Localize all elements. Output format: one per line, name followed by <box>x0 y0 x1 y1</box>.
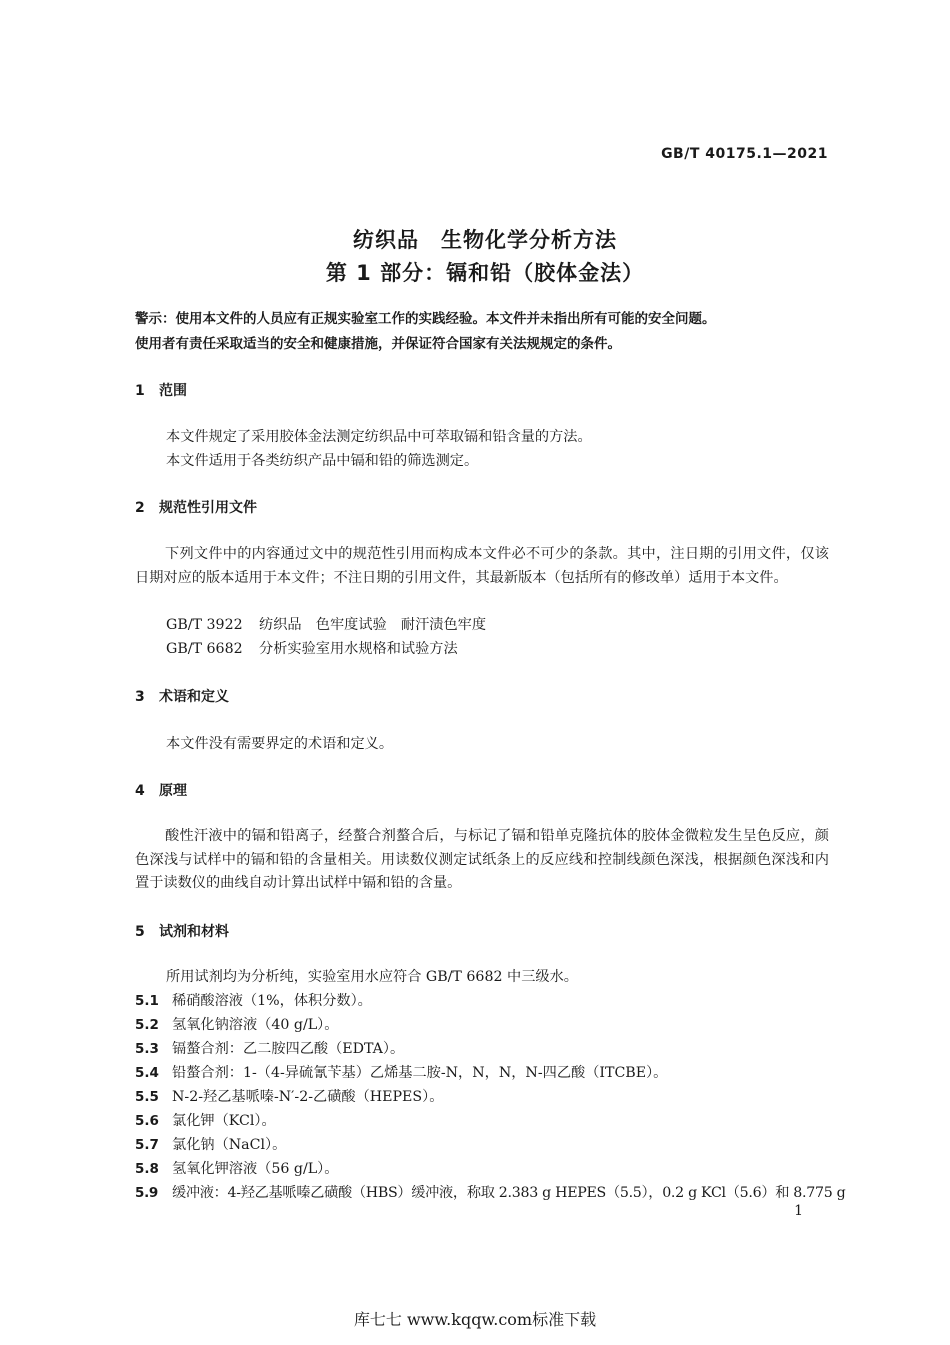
paragraph: 本文件规定了采用胶体金法测定纺织品中可萃取镉和铅含量的方法。 <box>166 429 592 445</box>
item-number: 5.7 <box>135 1137 159 1153</box>
reference-code: GB/T 3922 <box>166 617 243 633</box>
item-text: 氢氧化钾溶液（56 g/L）。 <box>172 1161 339 1177</box>
paragraph: 下列文件中的内容通过文中的规范性引用而构成本文件必不可少的条款。其中，注日期的引用文件，仅该日期对应的版本适用于本文件；不注日期的引用文件，其最新版本（包括所有的修改单）适用于本文件。 <box>135 546 829 586</box>
section-number: 5 <box>135 924 145 940</box>
section-title: 术语和定义 <box>159 689 229 705</box>
item-number: 5.6 <box>135 1113 159 1129</box>
list-item <box>135 1062 667 1082</box>
section-title: 范围 <box>159 383 187 399</box>
item-text: 铅螯合剂：1-（4-异硫氰苄基）乙烯基二胺-N，N，N，N-四乙酸（ITCBE）。 <box>172 1065 668 1081</box>
section-number: 3 <box>135 689 145 705</box>
item-text: 氯化钠（NaCl）。 <box>172 1137 287 1153</box>
footer-link[interactable]: 库七七 www.kqqw.com标准下载 <box>353 1310 597 1329</box>
reference-title: 分析实验室用水规格和试验方法 <box>259 641 458 657</box>
list-item <box>135 1158 338 1178</box>
section-title: 规范性引用文件 <box>159 500 257 516</box>
document-title: 纺织品 生物化学分析方法 <box>353 228 617 252</box>
item-number: 5.8 <box>135 1161 159 1177</box>
item-text: 氯化钾（KCl）。 <box>172 1113 276 1129</box>
section-heading-2 <box>135 497 257 517</box>
section-heading-5 <box>135 921 229 941</box>
section-number: 1 <box>135 383 145 399</box>
standard-number: GB/T 40175.1—2021 <box>661 146 828 162</box>
paragraph: 所用试剂均为分析纯，实验室用水应符合 GB/T 6682 中三级水。 <box>166 969 578 985</box>
reference-code: GB/T 6682 <box>166 641 243 657</box>
paragraph: 本文件适用于各类纺织产品中镉和铅的筛选测定。 <box>166 453 479 469</box>
item-number: 5.2 <box>135 1017 159 1033</box>
list-item <box>135 990 372 1010</box>
page-number: 1 <box>794 1203 803 1219</box>
section-heading-4 <box>135 780 187 800</box>
item-number: 5.3 <box>135 1041 159 1057</box>
item-text: 镉螯合剂：乙二胺四乙酸（EDTA）。 <box>172 1041 405 1057</box>
item-number: 5.9 <box>135 1185 159 1201</box>
document-subtitle: 第 1 部分：镉和铅（胶体金法） <box>325 261 645 285</box>
reference-item <box>166 614 486 637</box>
item-number: 5.4 <box>135 1065 159 1081</box>
section-title: 试剂和材料 <box>159 924 229 940</box>
item-text: N-2-羟乙基哌嗪-N′-2-乙磺酸（HEPES）。 <box>172 1089 444 1105</box>
list-item <box>135 1014 338 1034</box>
section-title: 原理 <box>159 783 187 799</box>
paragraph: 本文件没有需要界定的术语和定义。 <box>166 736 394 752</box>
section-heading-3 <box>135 686 229 706</box>
section-heading-1 <box>135 380 187 400</box>
item-number: 5.1 <box>135 993 159 1009</box>
paragraph: 酸性汗液中的镉和铅离子，经螯合剂螯合后，与标记了镉和铅单克隆抗体的胶体金微粒发生呈色反应，颜色深浅与试样中的镉和铅的含量相关。用读数仪测定试纸条上的反应线和控制线颜色深浅，根据颜色深浅和内置于读数仪的曲线自动计算出试样中镉和铅的含量。 <box>135 828 829 891</box>
item-text: 稀硝酸溶液（1%，体积分数）。 <box>172 993 372 1009</box>
reference-item <box>166 638 458 661</box>
list-item <box>135 1110 276 1130</box>
section-number: 2 <box>135 500 145 516</box>
item-text: 氢氧化钠溶液（40 g/L）。 <box>172 1017 339 1033</box>
reference-title: 纺织品 色牢度试验 耐汗渍色牢度 <box>259 617 487 633</box>
item-number: 5.5 <box>135 1089 159 1105</box>
list-item <box>135 1086 443 1106</box>
warning-line-1: 警示：使用本文件的人员应有正规实验室工作的实践经验。本文件并未指出所有可能的安全问题。 <box>135 311 716 327</box>
list-item <box>135 1134 286 1154</box>
item-text: 缓冲液：4-羟乙基哌嗪乙磺酸（HBS）缓冲液，称取 2.383 g HEPES（5.5），0.2 g KCl（5.6）和 8.775 g <box>172 1185 846 1201</box>
list-item <box>135 1038 404 1058</box>
list-item <box>135 1182 845 1202</box>
warning-line-2: 使用者有责任采取适当的安全和健康措施，并保证符合国家有关法规规定的条件。 <box>135 336 621 352</box>
section-number: 4 <box>135 783 145 799</box>
